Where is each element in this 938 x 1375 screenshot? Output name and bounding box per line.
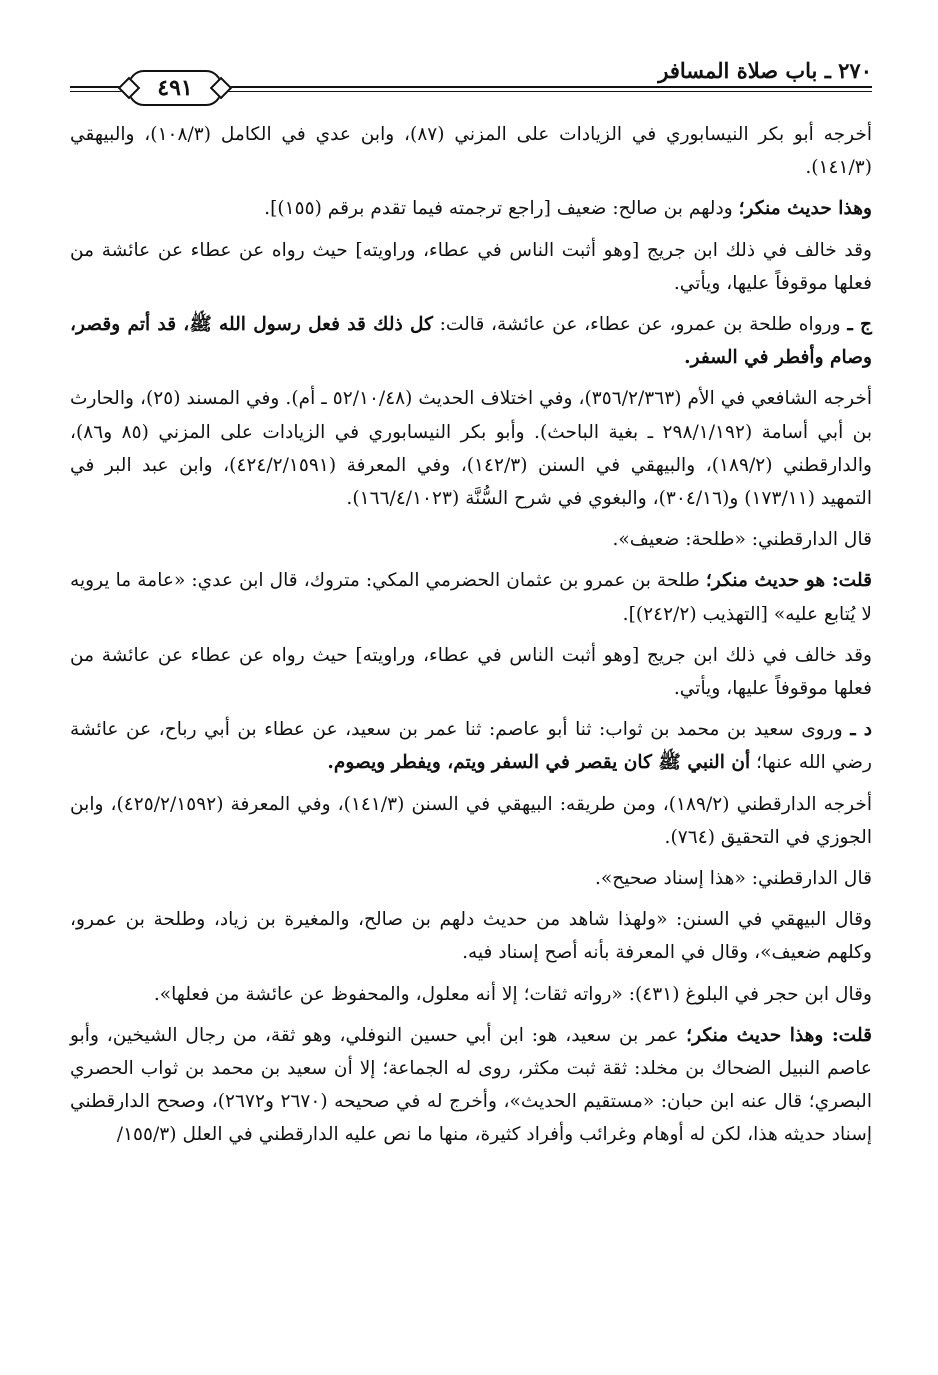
paragraph (70, 862, 872, 895)
paragraph (70, 639, 872, 705)
paragraph (70, 382, 872, 515)
paragraph-text: ورواه طلحة بن عمرو، عن عطاء، عن عائشة، قالت: (432, 314, 848, 336)
paragraph-lead: قلت: وهذا حديث منكر؛ (686, 1024, 872, 1046)
page-header (70, 58, 872, 102)
paragraph (70, 192, 872, 225)
paragraph (70, 788, 872, 854)
paragraph (70, 564, 872, 630)
paragraph-text: قال الدارقطني: «طلحة: ضعيف». (612, 529, 872, 551)
paragraph-text: أخرجه الشافعي في الأم (٣٥٦/٢/٣٦٣)، وفي اختلاف الحديث (٥٢/١٠/٤٨ ـ أم). وفي المسند (٢٥)، والحارث بن أبي أسامة (٢٩٨/١/١٩٢ ـ بغية الباحث). وأبو بكر النيسابوري في الزيادات على المزني (٨٥ و٨٦)، والدارقطني (١٨٩/٢)، والبيهقي في السنن (١٤٢/٣)، وفي المعرفة (٤٢٤/٢/١٥٩١)، وابن عبد البر في التمهيد (١٧٣/١١) و(٣٠٤/١٦)، والبغوي في شرح السُّنَّة (١٦٦/٤/١٠٢٣). (70, 388, 872, 510)
paragraph (70, 523, 872, 556)
paragraph-text: طلحة بن عمرو بن عثمان الحضرمي المكي: متروك، قال ابن عدي: «عامة ما يرويه لا يُتابع عليه» [التهذيب (٢٤٢/٢)]. (70, 570, 872, 625)
paragraph-text: ودلهم بن صالح: ضعيف [راجع ترجمته فيما تقدم برقم (١٥٥)]. (264, 198, 739, 220)
paragraph-text: عمر بن سعيد، هو: ابن أبي حسين النوفلي، وهو ثقة، من رجال الشيخين، وأبو عاصم النبيل الضحاك بن مخلد: ثقة ثبت مكثر، روى له الجماعة؛ إلا أن سعيد بن محمد بن ثواب الحصري البصري؛ قال عنه ابن حبان: «مستقيم الحديث»، وأخرج له في صحيحه (٢٦٧٠ و٢٦٧٢)، وصحح الدارقطني إسناد حديثه هذا، لكن له أوهام وغرائب وأفراد كثيرة، منها ما نص عليه الدارقطني في العلل (١٥٥/٣/ (70, 1024, 872, 1146)
paragraph (70, 1019, 872, 1152)
paragraph-text: قال الدارقطني: «هذا إسناد صحيح». (594, 868, 872, 890)
paragraph-text: وروى سعيد بن محمد بن ثواب: ثنا أبو عاصم: ثنا عمر بن سعيد، عن عطاء بن أبي رباح، عن عائشة رضي الله عنها؛ (70, 719, 872, 774)
paragraph (70, 978, 872, 1011)
page-body (70, 118, 872, 1160)
paragraph-lead: وهذا حديث منكر؛ (738, 198, 872, 220)
chapter-title: ٢٧٠ ـ باب صلاة المسافر (658, 58, 872, 83)
paragraph (70, 234, 872, 300)
paragraph-text: وقد خالف في ذلك ابن جريج [وهو أثبت الناس في عطاء، وراويته] حيث رواه عن عطاء عن عائشة من فعلها موقوفاً عليها، ويأتي. (70, 239, 872, 294)
paragraph (70, 903, 872, 969)
paragraph (70, 308, 872, 374)
paragraph (70, 713, 872, 779)
page-number: ٤٩١ (128, 70, 222, 106)
paragraph-lead: ج ـ (847, 314, 872, 336)
paragraph-text: وقد خالف في ذلك ابن جريج [وهو أثبت الناس في عطاء، وراويته] حيث رواه عن عطاء عن عائشة من فعلها موقوفاً عليها، ويأتي. (70, 644, 872, 700)
paragraph-text: وقال البيهقي في السنن: «ولهذا شاهد من حديث دلهم بن صالح، والمغيرة بن زياد، وطلحة بن عمرو، وكلهم ضعيف»، وقال في المعرفة بأنه أصح إسناد فيه. (70, 909, 872, 964)
paragraph-text: أخرجه أبو بكر النيسابوري في الزيادات على المزني (٨٧)، وابن عدي في الكامل (١٠٨/٣)، والبيهقي (١٤١/٣). (70, 124, 873, 179)
paragraph-text: وقال ابن حجر في البلوغ (٤٣١): «رواته ثقات؛ إلا أنه معلول، والمحفوظ عن عائشة من فعلها». (153, 983, 872, 1005)
paragraph-lead: قلت: هو حديث منكر؛ (705, 570, 872, 592)
paragraph (70, 118, 872, 184)
hadith-text: أن النبي ﷺ كان يقصر في السفر ويتم، ويفطر ويصوم. (327, 752, 751, 774)
hadith-text: كل ذلك قد فعل رسول الله ﷺ، قد أتم وقصر، وصام وأفطر في السفر. (70, 314, 872, 369)
paragraph-lead: د ـ (850, 719, 873, 741)
paragraph-text: أخرجه الدارقطني (١٨٩/٢)، ومن طريقه: البيهقي في السنن (١٤١/٣)، وفي المعرفة (٤٢٥/٢/١٥٩٢)، وابن الجوزي في التحقيق (٧٦٤). (70, 793, 872, 848)
